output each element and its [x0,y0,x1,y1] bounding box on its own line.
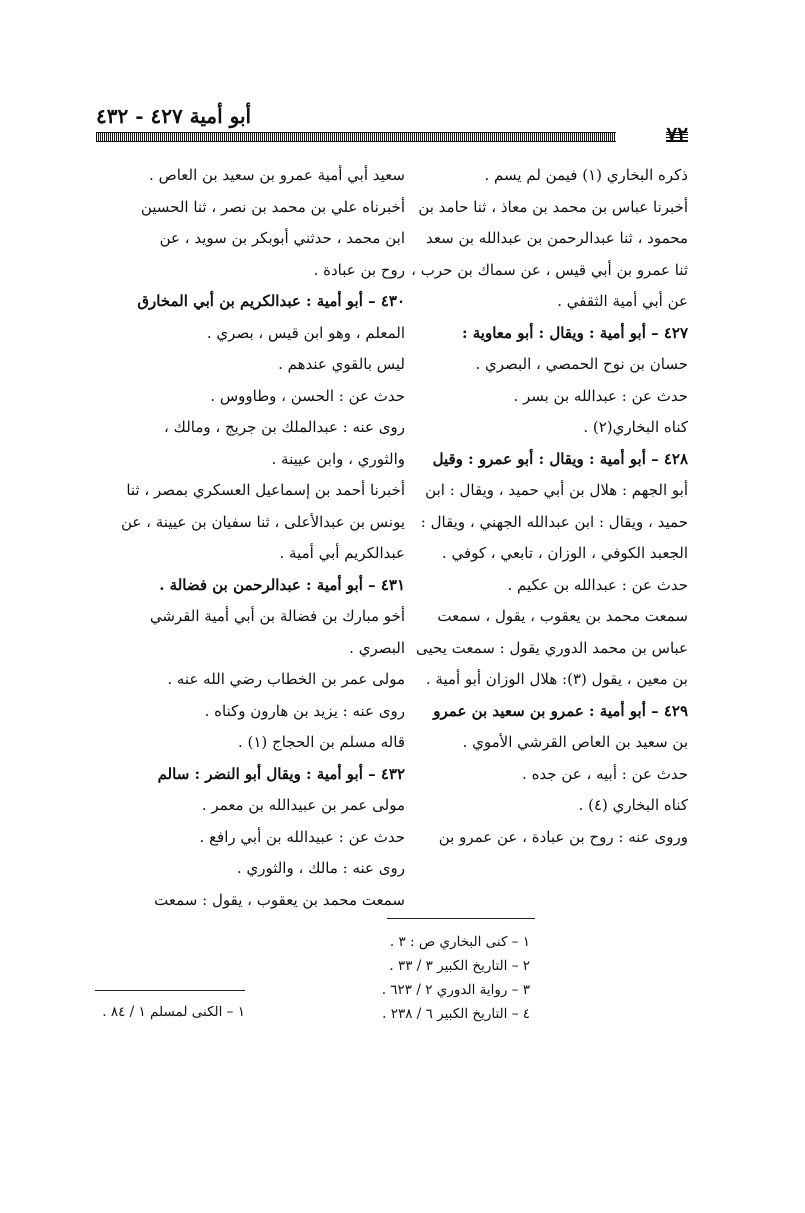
text-line: ذكره البخاري (١) فيمن لم يسم . [484,166,688,184]
right-text-column [388,160,688,853]
text-line: أبو الجهم : هلال بن أبي حميد ، ويقال : ابن [425,481,688,499]
text-line: حميد ، ويقال : ابن عبدالله الجهني ، ويقال : [420,512,688,531]
text-line: مولى عمر بن عبيدالله بن معمر . [201,796,405,814]
text-line: حدث عن : عبيدالله بن أبي رافع . [199,827,405,846]
footnote: ١ – كنى البخاري ص : ٣ . [389,934,530,950]
text-line: ليس بالقوي عندهم . [278,355,405,373]
footnote: ٢ – التاريخ الكبير ٣ / ٣٣ . [389,958,530,974]
text-line: حدث عن : عبدالله بن بسر . [513,386,688,405]
text-line: عن أبي أمية الثقفي . [557,292,688,310]
text-line: ابن محمد ، حدثني أبوبكر بن سويد ، عن [159,229,405,247]
text-line: عباس بن محمد الدوري يقول : سمعت يحيى [416,638,688,657]
text-line: كناه البخاري (٤) . [578,796,688,814]
entry-heading-427: ٤٢٧ – أبو أمية : ويقال : أبو معاوية : [461,323,688,342]
text-line: روح بن عبادة . [313,260,405,279]
text-line: الجعبد الكوفي ، الوزان ، تابعي ، كوفي . [441,544,688,562]
footnote: ١ – الكنى لمسلم ١ / ٨٤ . [102,1004,245,1020]
footnote: ٤ – التاريخ الكبير ٦ / ٢٣٨ . [382,1006,530,1022]
text-line: أخبرنا أحمد بن إسماعيل العسكري بمصر ، ثنا [126,481,405,499]
entry-heading-430: ٤٣٠ – أبو أمية : عبدالكريم بن أبي المخارق [137,292,405,310]
text-line: أخبرناه علي بن محمد بن نصر ، ثنا الحسين [140,197,405,216]
text-line: مولى عمر بن الخطاب رضي الله عنه . [167,670,405,688]
footnote: ٣ – رواية الدوري ٢ / ٦٢٣ . [381,982,530,998]
left-text-column [105,160,405,916]
header-ornamental-rule [96,132,616,142]
text-line: المعلم ، وهو ابن قيس ، بصري . [206,323,405,342]
text-line: ثنا عمرو بن أبي قيس ، عن سماك بن حرب ، [411,260,688,279]
footnotes-right [380,930,530,1026]
text-line: أخو مبارك بن فضالة بن أبي أمية القرشي [149,607,405,625]
entry-heading-432: ٤٣٢ – أبو أمية : ويقال أبو النضر : سالم [157,764,405,783]
entry-heading-428: ٤٢٨ – أبو أمية : ويقال : أبو عمرو : وقيل [432,449,688,468]
text-line: حدث عن : عبدالله بن عكيم . [507,575,688,594]
text-line: روى عنه : مالك ، والثوري . [236,859,405,877]
text-line: حسان بن نوح الحمصي ، البصري . [475,355,688,373]
entry-heading-429: ٤٢٩ – أبو أمية : عمرو بن سعيد بن عمرو [433,701,688,720]
text-line: بن معين ، يقول (٣): هلال الوزان أبو أمية . [425,670,688,688]
text-line: روى عنه : عبدالملك بن جريج ، ومالك ، [163,418,405,436]
text-line: يونس بن عبدالأعلى ، ثنا سفيان بن عيينة ، عن [121,512,405,531]
footnote-separator-left [95,990,245,991]
running-header [96,104,688,154]
running-title: أبو أمية ٤٢٧ - ٤٣٢ [96,104,252,128]
text-line: سعيد أبي أمية عمرو بن سعيد بن العاص . [149,166,405,184]
text-line: والثوري ، وابن عيينة . [271,449,405,468]
text-line: قاله مسلم بن الحجاج (١) . [237,733,405,751]
text-line: روى عنه : يزيد بن هارون وكناه . [204,701,405,720]
text-line: سمعت محمد بن يعقوب ، يقول : سمعت [154,890,405,909]
text-line: سمعت محمد بن يعقوب ، يقول ، سمعت [437,607,688,625]
text-line: كناه البخاري(٢) . [583,418,688,436]
text-line: وروى عنه : روح بن عبادة ، عن عمرو بن [438,827,688,846]
entry-heading-431: ٤٣١ – أبو أمية : عبدالرحمن بن فضالة . [159,575,405,594]
text-line: البصري . [349,638,405,657]
text-line: بن سعيد بن العاص القرشي الأموي . [462,733,688,751]
text-line: حدث عن : أبيه ، عن جده . [522,764,688,783]
text-line: محمود ، ثنا عبدالرحمن بن عبدالله بن سعد [426,229,688,247]
footnotes-left [85,1000,245,1024]
text-line: عبدالكريم أبي أمية . [279,544,405,562]
text-line: حدث عن : الحسن ، وطاووس . [210,386,405,405]
text-line: أخبرنا عباس بن محمد بن معاذ ، ثنا حامد بن [418,197,688,216]
footnote-separator-right [387,918,535,919]
page-number: ٧٢ [666,122,688,146]
